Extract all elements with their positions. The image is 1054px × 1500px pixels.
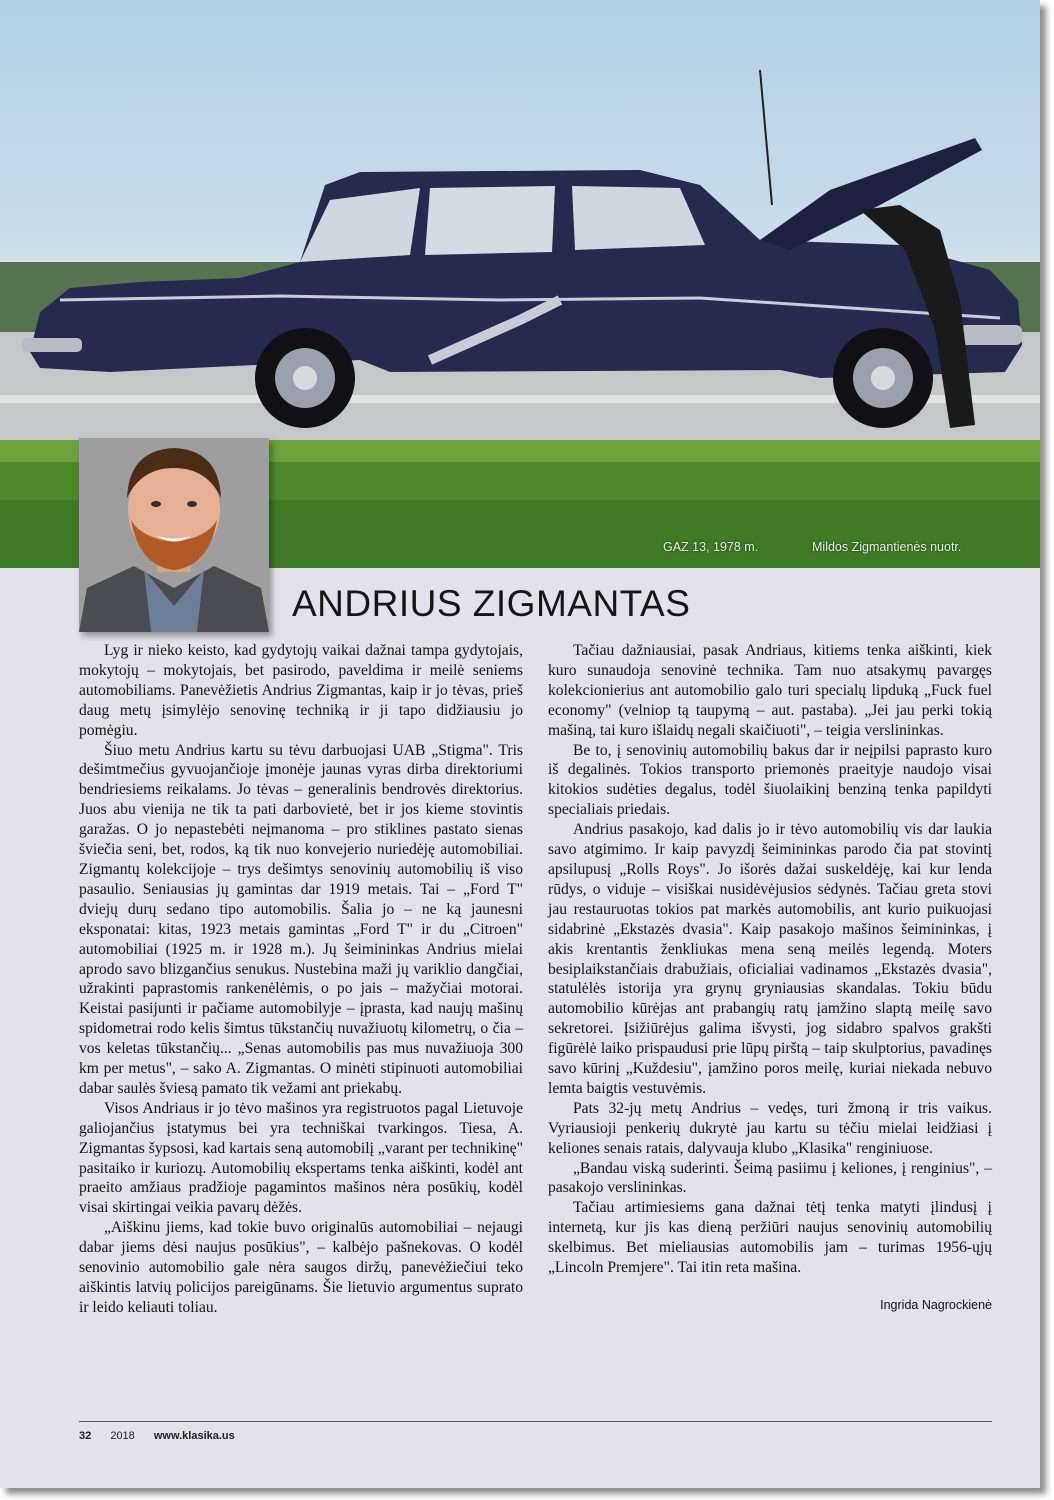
paragraph: Visos Andriaus ir jo tėvo mašinos yra registruotos pagal Lietuvoje galiojančius įstatymus bei yra techniškai tvarkingos. Tiesa, A. Zigmantas šypsosi, kad kartais seną automobilį „varant per technikinę" pasitaiko ir kuriozų. Automobilių ekspertams tenka aiškinti, kodėl ant praeito amžiaus pradžioje pagamintos mašinos nėra posūkių, kodėl visai skirtingai veikia pavarų dėžės. (79, 1099, 523, 1217)
paragraph: Be to, į senovinių automobilių bakus dar ir neįpilsi paprasto kuro iš degalinės. Tokios transporto priemonės praeityje naudojo visai kitokios sudėties degalus, todėl šiuolaikinį benziną tenka papildyti specialiais priedais. (548, 741, 992, 819)
paragraph: Pats 32-jų metų Andrius – vedęs, turi žmoną ir tris vaikus. Vyriausioji penkerių dukrytė jau kartu su tėčiu mielai leidžiasi į keliones senais ratais, dalyvauja klubo „Klasika" renginiuose. (548, 1099, 992, 1157)
photo-caption-model: GAZ 13, 1978 m. (663, 540, 759, 554)
paragraph: Andrius pasakojo, kad dalis jo ir tėvo automobilių vis dar laukia savo atgimimo. Ir kaip pavyzdį šeimininkas parodo čia pat stovintį apsilupusį „Rolls Roys". Jo išorės dažai suskeldėję, kai kur lenda rūdys, o viduje – visiškai nusidėvėjusios sėdynės. Tačiau greta stovi jau restauruotas tokios pat markės automobilis, ant kurio puikuojasi sidabrinė „Ekstazės dvasia". Kaip pasakojo mašinos šeimininkas, į akis krentantis ženkliukas mena seną meilės legendą. Moters besiplaikstančiais drabužiais, oficialiai vadinamos „Ekstazės dvasia", statulėlės istorija yra grynų gryniausias skandalas. Tokiu būdu automobilio kūrėjas ant prabangių ratų įamžino slaptą meilę savo sekretorei. Įsižiūrėjus galima išvysti, jog sidabro spalvos grakšti figūrėlė laiko prispaudusi prie lūpų pirštą – taip skulptorius, pavadinęs savo kūrinį „Kuždesiu", įamžino poros meilę, kuriai niekada nebuvo lemta baigtis vestuvėmis. (548, 821, 992, 1097)
article-title: ANDRIUS ZIGMANTAS (292, 583, 691, 624)
paragraph: Tačiau dažniausiai, pasak Andriaus, kitiems tenka aiškinti, kiek kuro sunaudoja senovinė technika. Tam nuo atsakymų pavargęs kolekcionierius ant automobilio galo turi specialų lipduką „Fuck fuel economy" (velniop tą taupymą – aut. pastaba). „Jei jau perki tokią mašiną, tai kuro išlaidų negali skaičiuoti", – teigia verslininkas. (548, 642, 992, 739)
article-column-right (548, 641, 992, 1316)
website-link[interactable]: www.klasika.us (153, 1430, 235, 1442)
paragraph: Tačiau artimiesiems gana dažnai tėtį tenka matyti įlindusį į internetą, kur jis kas dieną peržiūri naujus senovinių automobilių skelbimus. Bet mieliausias automobilis jam – turimas 1956-ųjų „Lincoln Premjere". Tai itin reta mašina. (548, 1199, 992, 1277)
paragraph: „Aiškinu jiems, kad tokie buvo originalūs automobiliai – nejaugi dabar jiems dėsi naujus posūkius", – kalbėjo pašnekovas. O kodėl senovinio automobilio gale nėra saugos diržų, panevėžiečiui teko aiškintis latvių policijos pareigūnams. Šie lietuvio argumentus suprato ir leido keliauti toliau. (79, 1219, 523, 1316)
article-author: Ingrida Nagrockienė (880, 1298, 992, 1312)
paragraph: Lyg ir nieko keisto, kad gydytojų vaikai dažnai tampa gydytojais, mokytojų – mokytojais, bet pasirodo, paveldima ir meilė seniems automobiliams. Panevėžietis Andrius Zigmantas, kaip ir jo tėvas, prieš daug metų įsimylėjo senovinę techniką ir ji tapo didžiausiu jo pomėgiu. (79, 642, 523, 739)
page-number: 32 (79, 1430, 92, 1442)
photo-caption-credit: Mildos Zigmantienės nuotr. (812, 540, 962, 554)
footer-divider (79, 1421, 992, 1422)
issue-year: 2018 (110, 1430, 135, 1442)
paragraph: „Bandau viską suderinti. Šeimą pasiimu į keliones, į renginius", – pasakojo verslininkas. (548, 1159, 992, 1197)
paragraph: Šiuo metu Andrius kartu su tėvu darbuojasi UAB „Stigma". Tris dešimtmečius gyvuojančioje įmonėje jaunas vyras dirba direktoriumi bendriesiems reikalams. Jo tėvas – generalinis bendrovės direktorius. Juos abu vienija ne tik ta pati darbovietė, bet ir jos kieme stovintis garažas. O jo nepastebėti neįmanoma – pro stiklines pastato sienas šviečia seni, bet, rodos, ką tik nuo konvejerio nuriedėję automobiliai. Zigmantų kolekcijoje – trys dešimtys senovinių automobilių iš viso pasaulio. Seniausias jų gamintas dar 1919 metais. Tai – „Ford T" dviejų durų sedano tipo automobilis. Šalia jo – ne ką jaunesni eksponatai: kitas, 1923 metais gamintas „Ford T" ir du „Citroen" automobiliai (1925 m. ir 1928 m.). Jų šeimininkas Andrius mielai aprodo savo blizgančius senukus. Nustebina maži jų variklio dangčiai, užrakinti paprastomis rankenėlėmis, o po jais – mažyčiai motorai. Keistai pasijunti ir pačiame automobilyje – įprasta, kad naujų mašinų spidometrai rodo kelis šimtus tūkstančių nuvažiuotų kilometrų, o čia – vos keletas tūkstančių... „Senas automobilis pas mus nuvažiuoja 300 km per metus", – sako A. Zigmantas. O minėti stipinuoti automobiliai dabar saulės šviesą pamato tik vežami ant priekabų. (79, 741, 523, 1097)
article-column-left (79, 641, 523, 1318)
author-portrait (79, 438, 269, 632)
page-footer (79, 1430, 251, 1442)
